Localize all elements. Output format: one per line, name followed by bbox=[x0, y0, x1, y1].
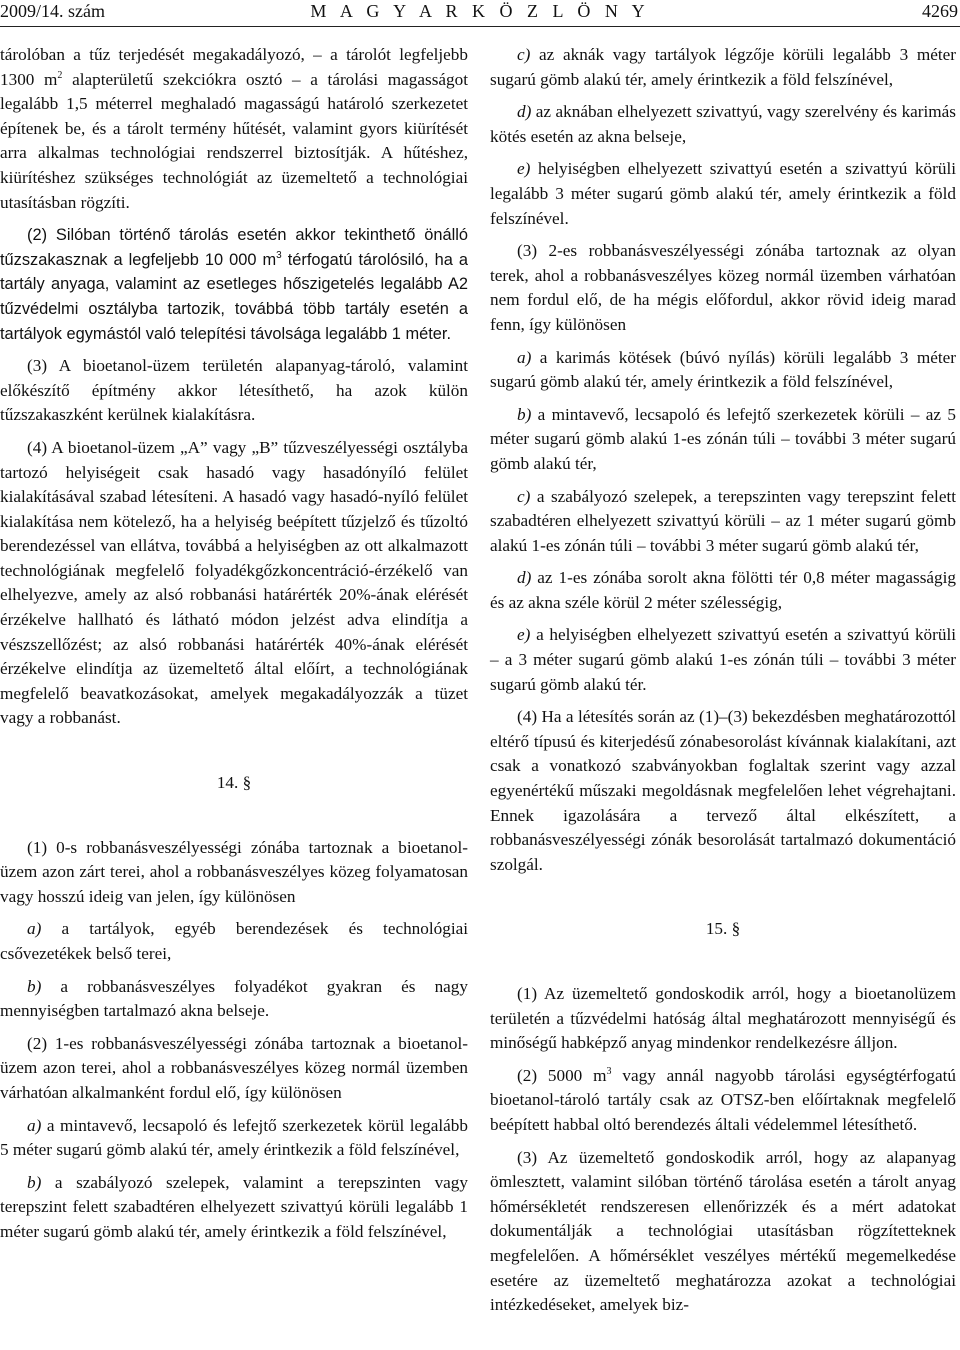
header-rule bbox=[0, 26, 960, 27]
journal-title: M A G Y A R K Ö Z L Ö N Y bbox=[310, 1, 650, 21]
page-header bbox=[0, 0, 960, 24]
s14-item-3c: c) a szabályozó szelepek, a terepszinten vagy terepszint felett szabadtéren elhelyezett szivattyú körüli – az 1 méter sugarú gömb alakú 1-es zónán túli – további 3 méter sugarú gömb alakú tér, bbox=[490, 486, 956, 555]
s15-paragraph-3: (3) Az üzemeltető gondoskodik arról, hogy az alapanyag ömlesztett, valamint silóban történő tárolása esetén a tárolt anyag hőmérsékletét rendszeresen ellenőrizzék és a mért adatokat dokumentálják a technológiai utasításban rögzítetteknek megfelelően. A hőmérséklet veszélyes mértékű megemelkedése esetére az üzemeltető meghatározza azokat a technológiai intézkedéseket, amelyek biz- bbox=[490, 1147, 956, 1315]
s14-item-3e: e) a helyiségben elhelyezett szivattyú esetén a szivattyú körüli – a 3 méter sugarú gömb alakú 1-es zónán túli – további 3 méter sugarú gömb alakú tér. bbox=[490, 625, 956, 694]
s14-paragraph-4: (4) Ha a létesítés során az (1)–(3) bekezdésben meghatározottól eltérő típusú és kiterjedésű zónabesorolást kívánnak kialakítani, azt csak a vonatkozó szabványokban foglaltak szerint vagy azzal egyenértékű műszaki megoldásnak megfelelően lehet végrehajtani. Ennek igazolására a tervező által elkészített, a robbanásveszélyességi zónák besorolását tartalmazó dokumentáció szolgál. bbox=[490, 707, 956, 874]
s15-paragraph-1: (1) Az üzemeltető gondoskodik arról, hogy a bioetanolüzem területén a tűzvédelmi hatóság által meghatározott mennyiségű és minőségű habképző anyag mindenkor rendelkezésre álljon. bbox=[490, 984, 956, 1053]
s14-item-1a: a) a tartályok, egyéb berendezések és technológiai csővezetékek belső terei, bbox=[0, 919, 468, 963]
s14-paragraph-2: (2) 1-es robbanásveszélyességi zónába tartoznak a bioetanol-üzem azon terei, ahol a robbanásveszélyes közeg normál üzemben várhatóan alkalmanként fordul elő, így különösen bbox=[0, 1033, 468, 1102]
section-heading-15: 15. § bbox=[705, 919, 741, 939]
left-column bbox=[0, 43, 468, 1253]
s14-item-3b: b) a mintavevő, lecsapoló és lefejtő szerkezetek körüli – az 5 méter sugarú gömb alakú 1-es zónán túli – további 3 méter sugarú gömb alakú tér, bbox=[490, 404, 956, 473]
s14-item-3d: d) az 1-es zónába sorolt akna fölötti tér 0,8 méter magasságig és az akna széle körül 2 méter szélességig, bbox=[490, 568, 956, 612]
s14-item-1b: b) a robbanásveszélyes folyadékot gyakran és nagy mennyiségben tartalmazó akna belseje. bbox=[0, 976, 468, 1021]
section-heading-14: 14. § bbox=[216, 773, 252, 793]
s14-item-2c: c) az aknák vagy tartályok légzője körüli legalább 3 méter sugarú gömb alakú tér, amely érintkezik a föld felszínével, bbox=[490, 45, 956, 89]
paragraph-2: (2) Silóban történő tárolás esetén akkor tekinthető önálló tűzszakasznak a legfeljebb 10 000 $m^3$ térfogatú tárolósiló, ha a tartály anyaga, valamint az esetleges hőszigetelés legalább A2 tűzvédelmi osztályba tartozik, továbbá több tartály esetén a tartályok egymástól való telepítési távolsága legalább 1 méter. bbox=[0, 226, 468, 343]
s14-item-3a: a) a karimás kötések (búvó nyílás) körüli legalább 3 méter sugarú gömb alakú tér, amely érintkezik a föld felszínével, bbox=[490, 347, 956, 392]
s14-item-2a: a) a mintavevő, lecsapoló és lefejtő szerkezetek körül legalább 5 méter sugarú gömb alakú tér, amely érintkezik a föld felszínével, bbox=[0, 1115, 468, 1160]
s14-item-2e: e) helyiségben elhelyezett szivattyú esetén a szivattyú körüli legalább 3 méter sugarú gömb alakú tér, amely érintkezik a föld felszínével. bbox=[490, 159, 956, 228]
page-number: 4269 bbox=[922, 1, 958, 21]
issue-number: 2009/14. szám bbox=[0, 1, 105, 21]
paragraph-3: (3) A bioetanol-üzem területén alapanyag-tároló, valamint előkészítő építmény akkor létesíthető, ha azok külön tűzszakaszként kerülnek kialakításra. bbox=[0, 356, 468, 425]
s15-paragraph-2: (2) 5000 $m^3$ vagy annál nagyobb tárolási egységtérfogatú bioetanol-tároló tartály csak az OTSZ-ben előírtaknak megfelelő beépített habbal oltó berendezés általi védelemmel létesíthető. bbox=[490, 1065, 956, 1134]
s14-paragraph-3: (3) 2-es robbanásveszélyességi zónába tartoznak az olyan terek, ahol a robbanásveszélyes közeg normál üzemben várhatóan nem fordul elő, de ha mégis előfordul, akkor rövid ideig marad fenn, így különösen bbox=[490, 241, 956, 334]
right-column bbox=[490, 43, 956, 1326]
s14-paragraph-1: (1) 0-s robbanásveszélyességi zónába tartoznak a bioetanol-üzem azon zárt terei, ahol a robbanásveszélyes közeg folyamatosan vagy hosszú ideig van jelen, így különösen bbox=[0, 837, 468, 906]
paragraph-4: (4) A bioetanol-üzem „A” vagy „B” tűzveszélyességi osztályba tartozó helyiségeit csak hasadó vagy hasadónyíló felület kialakításával szabad létesíteni. A hasadó vagy hasadó-nyíló felület kialakítása nem kötelező, ha a helyiség beépített tűzjelző és tűzoltó berendezéssel van ellátva, továbbá a helyiségben az ott alkalmazott technológiának megfelelő folyadékgőzkoncentráció-érzékelő van elhelyezve, amely az alsó robbanási határérték 20%-ának elérését érzékelve hallható és látható módon jelzést adva elindítja a vészszellőzést; az alsó robbanási határérték 40%-ának elérését érzékelve elindítja az üzemeltető által előírt, a technológiának megfelelő beavatkozásokat, amelyek megakadályozzák a tüzet vagy a robbanást. bbox=[0, 437, 468, 728]
paragraph-continuation: tárolóban a tűz terjedését megakadályozó, – a tárolót legfeljebb 1300 $m^2$ alapterületű szekciókra osztó – a tárolási magasságot legalább 1,5 méterrel meghaladó magasságú határoló szerkezetet építenek be, és a tárolt termény hűtését, valamint gyors kiürítését arra alkalmas technológiai rendszerrel biztosítják. A hűtéshez, kiürítéshez szükséges technológiát az üzemeltető a technológiai utasításban rögzíti. bbox=[0, 45, 468, 212]
s14-item-2b: b) a szabályozó szelepek, valamint a terepszinten vagy terepszint felett szabadtéren elhelyezett szivattyú körüli legalább 1 méter sugarú gömb alakú tér, amely érintkezik a föld felszínével, bbox=[0, 1172, 468, 1241]
s14-item-2d: d) az aknában elhelyezett szivattyú, vagy szerelvény és karimás kötés esetén az akna belseje, bbox=[490, 102, 956, 146]
